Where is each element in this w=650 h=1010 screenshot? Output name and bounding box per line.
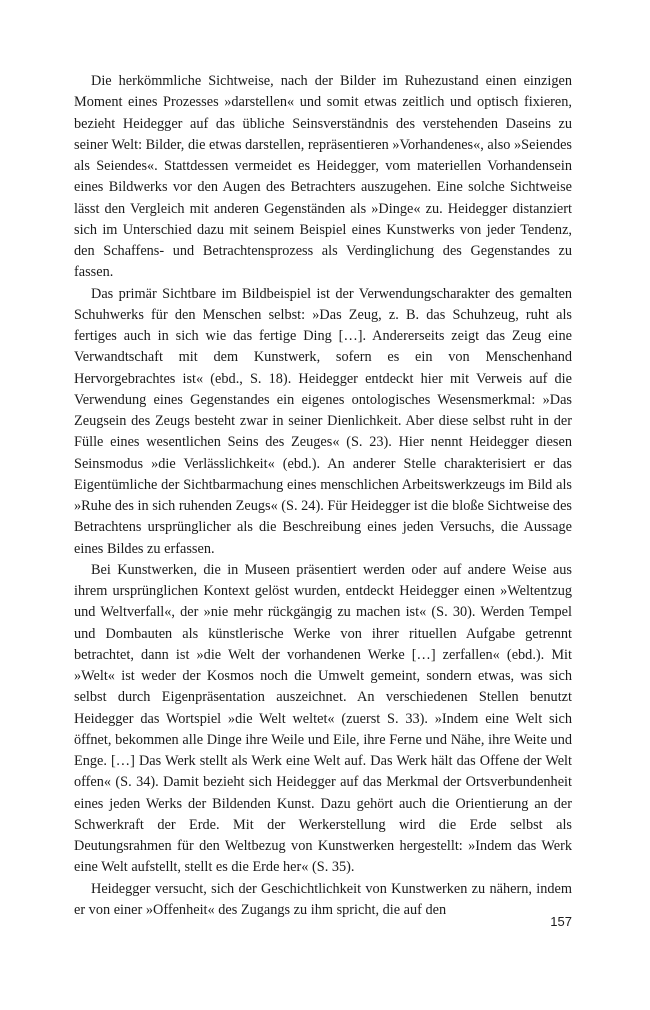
paragraph: Heidegger versucht, sich der Geschichtlichkeit von Kunstwerken zu nähern, indem er von einer »Offenheit« des Zugangs zu ihm spricht, die auf den [74, 880, 572, 918]
paragraph: Die herkömmliche Sichtweise, nach der Bilder im Ruhezustand einen einzigen Moment eines Prozesses »darstellen« und somit etwas zeitlich und optisch fixieren, bezieht Heidegger auf das übliche Seinsverständnis des verstehenden Daseins zu seiner Welt: Bilder, die etwas darstellen, repräsentieren »Vorhandenes«, also »Seiendes als Seiendes«. Stattdessen vermeidet es Heidegger, vom materiellen Vorhandensein eines Bildwerks vor den Augen des Betrachters auszugehen. Eine solche Sichtweise lässt den Vergleich mit anderen Gegenständen als »Dinge« zu. Heidegger distanziert sich im Unterschied dazu mit seinem Beispiel eines Kunstwerks von jeder Tendenz, den Schaffens- und Betrachtensprozess als Verdinglichung des Gegenstandes zu fassen. [74, 73, 572, 281]
paragraph: Das primär Sichtbare im Bildbeispiel ist der Verwendungscharakter des gemalten Schuhwerks für den Menschen selbst: »Das Zeug, z. B. das Schuhzeug, ruht als fertiges auch in sich wie das fertige Ding […]. Andererseits zeigt das Zeug eine Verwandtschaft mit dem Kunstwerk, sofern es ein von Menschenhand Hervorgebrachtes ist« (ebd., S. 18). Heidegger entdeckt hier mit Verweis auf die Verwendung eines Gegenstandes ein eigenes ontologisches Wesensmerkmal: »Das Zeugsein des Zeugs besteht zwar in seiner Dienlichkeit. Aber diese selbst ruht in der Fülle eines wesentlichen Seins des Zeuges« (S. 23). Hier nennt Heidegger diesen Seinsmodus »die Verlässlichkeit« (ebd.). An anderer Stelle charakterisiert er das Eigentümliche der Sichtbarmachung eines menschlichen Arbeitswerkzeugs im Bild als »Ruhe des in sich ruhenden Zeugs« (S. 24). Für Heidegger ist die bloße Sichtweise des Betrachtens ursprünglicher als die Beschreibung eines jeden Versuchs, die Aussage eines Bildes zu erfassen. [74, 285, 572, 557]
body-text [74, 71, 572, 921]
paragraph: Bei Kunstwerken, die in Museen präsentiert werden oder auf andere Weise aus ihrem ursprünglichen Kontext gelöst wurden, entdeckt Heidegger einen »Weltentzug und Weltverfall«, der »nie mehr rückgängig zu machen ist« (S. 30). Werden Tempel und Dombauten als künstlerische Werke von ihrer rituellen Aufgabe getrennt betrachtet, dann ist »die Welt der vorhandenen Werke […] zerfallen« (ebd.). Mit »Welt« ist weder der Kosmos noch die Umwelt gemeint, sondern etwas, was sich selbst durch Eigenpräsentation auszeichnet. An verschiedenen Stellen benutzt Heidegger das Wortspiel »die Welt weltet« (zuerst S. 33). »Indem eine Welt sich öffnet, bekommen alle Dinge ihre Weile und Eile, ihre Ferne und Nähe, ihre Weite und Enge. […] Das Werk stellt als Werk eine Welt auf. Das Werk hält das Offene der Welt offen« (S. 34). Damit bezieht sich Heidegger auf das Merkmal der Ortsverbundenheit eines jeden Werks der Bildenden Kunst. Dazu gehört auch die Orientierung an der Schwerkraft der Erde. Mit der Werkerstellung wird die Erde selbst als Deutungsrahmen für den Weltbezug von Kunstwerken hergestellt: »Indem das Werk eine Welt aufstellt, stellt es die Erde her« (S. 35). [74, 561, 572, 876]
page-number: 157 [550, 914, 572, 929]
